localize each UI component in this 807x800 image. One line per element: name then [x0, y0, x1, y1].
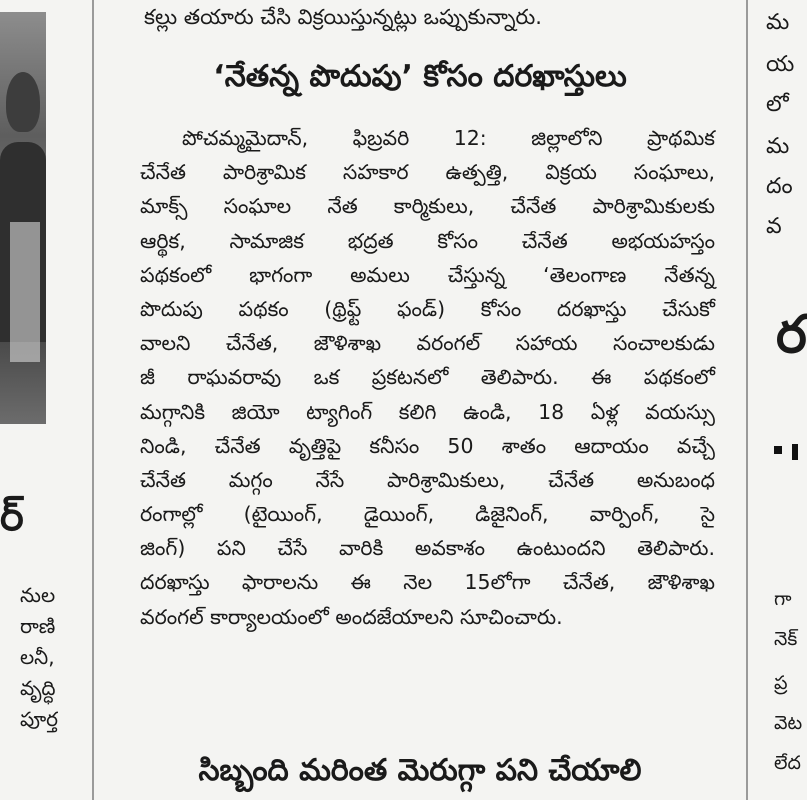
body-line: వరంగల్ కార్యాలయంలో అందజేయాలని సూచించారు.: [140, 604, 563, 629]
left-line: రాణి: [20, 614, 56, 638]
next-article-headline: సిబ్బంది మరింత మెరుగ్గా పని చేయాలి: [198, 753, 642, 788]
left-text-fragments: [20, 580, 58, 735]
right-line-fragment: లో: [766, 92, 789, 117]
right-line-fragment: నెక్: [774, 628, 798, 650]
right-line-fragment: వ: [766, 214, 782, 239]
previous-article-last-line: కల్లు తయారు చేసి విక్రయిస్తున్నట్లు ఒప్పుకున్నారు.: [144, 5, 542, 29]
news-photo: [0, 12, 46, 424]
body-line: రంగాల్లో (టైయింగ్, డైయింగ్, డిజైనింగ్, వార్పింగ్, సై: [140, 502, 715, 527]
right-headline-fragment: ర: [776, 305, 807, 365]
body-line: నిండి, చేనేత వృత్తిపై కనీసం 50 శాతం ఆదాయం వచ్చే: [140, 433, 715, 458]
right-line-fragment: ప్ర: [774, 672, 788, 694]
left-line: పూర్త: [20, 707, 59, 731]
right-line-fragment: లేద: [774, 752, 801, 774]
body-line: వాలని చేనేత, జౌళిశాఖ వరంగల్ సహాయ సంచాలకుడు: [140, 331, 715, 356]
left-column: [0, 0, 78, 800]
right-line-fragment: మ: [766, 134, 790, 159]
left-line: నుల: [20, 583, 56, 607]
body-line: జింగ్) పని చేసే వారికి అవకాశం ఉంటుందని తెలిపారు.: [140, 536, 715, 561]
column-rule-left: [92, 0, 94, 800]
left-line: వృద్ధి: [20, 676, 56, 700]
body-line: చేనేత పారిశ్రామిక సహకార ఉత్పత్తి, విక్రయ సంఘాలు,: [140, 160, 715, 185]
left-line: లనీ,: [20, 645, 55, 669]
body-line: మగ్గానికి జియో ట్యాగింగ్ కలిగి ఉండి, 18 ఏళ్ల వయస్సు: [140, 399, 715, 424]
bullet-icon: [774, 446, 782, 454]
article-headline: ‘నేతన్న పొదుపు’ కోసం దరఖాస్తులు: [213, 59, 627, 94]
body-line: పొదుపు పథకం (థ్రిఫ్ట్ ఫండ్) కోసం దరఖాస్తు చేసుకో: [140, 296, 715, 321]
body-line: ఆర్థిక, సామాజిక భద్రత కోసం చేనేత అభయహస్తం: [140, 228, 715, 253]
right-line-fragment: గా: [774, 588, 792, 610]
body-line: దరఖాస్తు ఫారాలను ఈ నెల 15లోగా చేనేత, జౌళిశాఖ: [140, 570, 715, 595]
right-column: [752, 0, 807, 800]
left-headline-fragment: ర్: [0, 494, 24, 540]
body-line: మాక్స్ సంఘాల నేత కార్మికులు, చేనేత పారిశ్రామికులకు: [140, 194, 715, 219]
right-line-fragment: దం: [766, 174, 793, 199]
column-rule-right: [746, 0, 748, 800]
text-bar-icon: [792, 444, 798, 460]
main-article-column: [100, 0, 740, 800]
body-line: జీ రాఘవరావు ఒక ప్రకటనలో తెలిపారు. ఈ పథకంలో: [140, 365, 715, 390]
body-line: చేనేత మగ్గం నేసే పారిశ్రామికులు, చేనేత అనుబంధ: [140, 467, 715, 492]
article-body: [140, 121, 715, 634]
body-line: పోచమ్మమైదాన్, ఫిబ్రవరి 12: జిల్లాలోని ప్రాథమిక: [182, 126, 715, 150]
right-line-fragment: వెట: [774, 712, 803, 734]
right-line-fragment: మ: [766, 10, 790, 35]
body-line: పథకంలో భాగంగా అమలు చేస్తున్న ‘తెలంగాణ నేతన్న: [140, 262, 715, 287]
right-line-fragment: య: [766, 52, 795, 77]
